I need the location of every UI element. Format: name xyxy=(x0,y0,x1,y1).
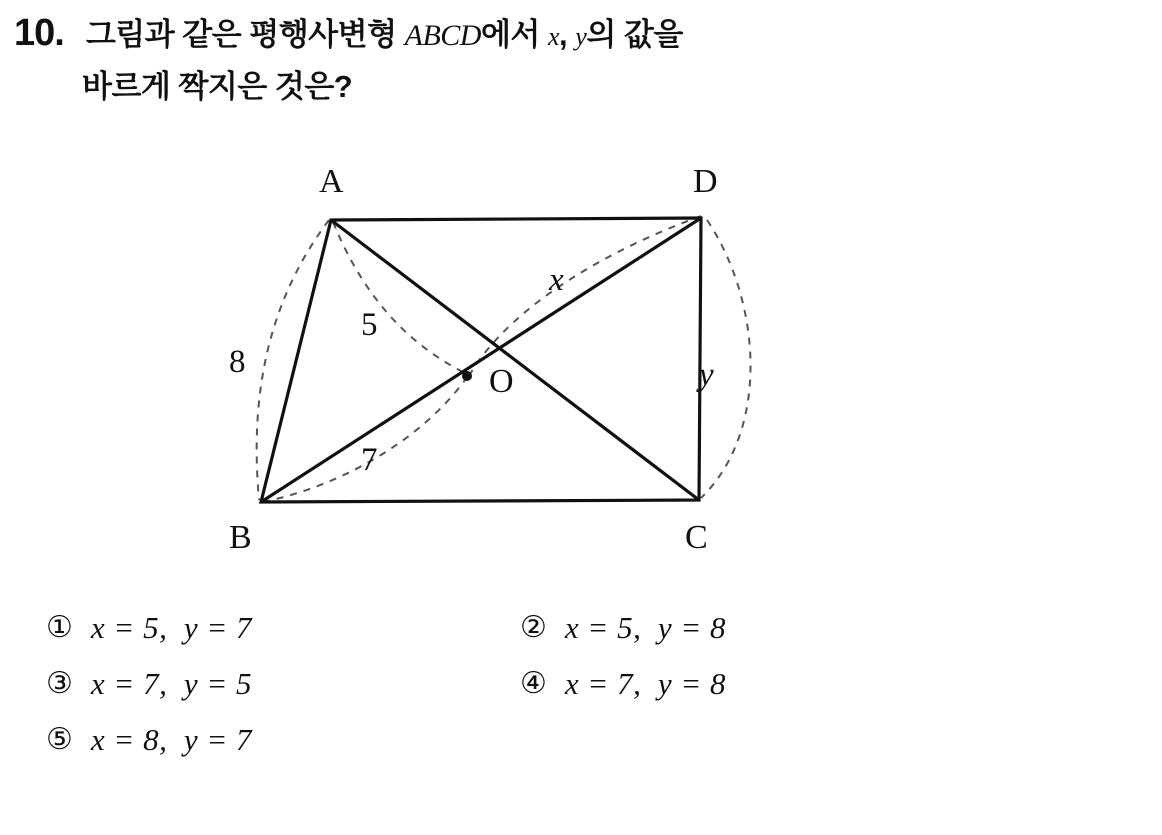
diagonals xyxy=(261,218,701,502)
choice-text-2: x = 5, y = 8 xyxy=(564,610,727,645)
question-math-abcd: ABCD xyxy=(404,19,481,52)
vertex-label-c: C xyxy=(685,519,708,556)
length-label-x: x xyxy=(549,262,564,298)
length-label-5: 5 xyxy=(361,307,378,343)
choice-text-1: x = 5, y = 7 xyxy=(90,610,253,645)
choice-option-3[interactable] xyxy=(0,666,510,702)
choice-text-3: x = 7, y = 5 xyxy=(90,666,253,701)
choice-text-4: x = 7, y = 8 xyxy=(564,666,727,701)
question-text-part-1: 그림과 같은 평행사변형 xyxy=(85,17,405,52)
arc-segment-ob xyxy=(263,380,465,502)
vertex-label-o: O xyxy=(489,363,514,400)
length-label-y: y xyxy=(699,357,714,393)
question-line-1 xyxy=(0,0,1162,57)
parallelogram-figure xyxy=(201,150,961,580)
choices-list xyxy=(0,600,1162,768)
choice-marker-4: ④ xyxy=(520,666,547,701)
vertex-label-b: B xyxy=(229,519,252,556)
figure-container xyxy=(0,150,1162,590)
diagonal-ac xyxy=(331,220,699,500)
vertex-label-d: D xyxy=(693,163,718,200)
dashed-annotation-arcs xyxy=(257,216,751,502)
choice-text-5: x = 8, y = 7 xyxy=(90,722,253,757)
question-text-part-2: 에서 xyxy=(480,17,548,52)
vertex-label-a: A xyxy=(319,163,344,200)
question-text xyxy=(86,14,683,57)
question-text-comma: , xyxy=(559,17,576,52)
question-text-part-3: 의 값을 xyxy=(586,17,683,52)
question-block xyxy=(0,0,1162,106)
choice-option-1[interactable] xyxy=(0,610,510,646)
length-label-7: 7 xyxy=(361,442,378,478)
choice-row-1 xyxy=(0,600,1162,656)
arc-side-ab xyxy=(257,220,329,500)
choice-option-4[interactable] xyxy=(510,666,1030,702)
choice-marker-3: ③ xyxy=(46,666,73,701)
choice-row-3 xyxy=(0,712,1162,768)
choice-row-2 xyxy=(0,656,1162,712)
choice-marker-2: ② xyxy=(520,610,547,645)
vertex-labels xyxy=(229,163,718,556)
choice-marker-1: ① xyxy=(46,610,73,645)
choice-marker-5: ⑤ xyxy=(46,722,73,757)
question-math-y: y xyxy=(575,22,587,51)
question-math-x: x xyxy=(547,22,560,51)
question-number: 10. xyxy=(14,12,64,54)
diagonal-bd xyxy=(261,218,701,502)
length-label-8: 8 xyxy=(229,344,246,380)
choice-option-5[interactable] xyxy=(0,722,510,758)
choice-option-2[interactable] xyxy=(510,610,1030,646)
arc-segment-ao xyxy=(333,222,463,372)
question-line-2: 바르게 짝지은 것은? xyxy=(82,68,353,104)
intersection-point-o xyxy=(462,371,472,381)
